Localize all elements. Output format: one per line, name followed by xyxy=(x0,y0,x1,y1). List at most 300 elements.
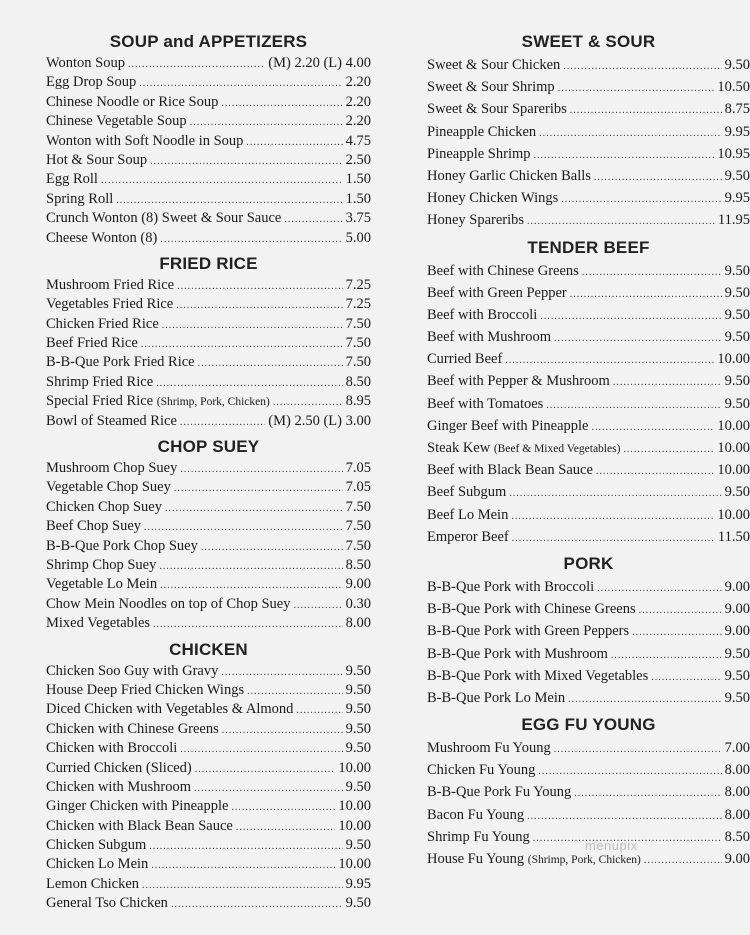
item-name xyxy=(427,348,502,370)
item-name xyxy=(427,437,620,460)
item-price: 8.00 xyxy=(724,806,750,823)
menu-item xyxy=(46,855,371,874)
item-name xyxy=(46,132,243,151)
item-price: 8.00 xyxy=(724,762,750,779)
item-price: 9.50 xyxy=(724,373,750,390)
item-name xyxy=(46,662,218,681)
item-name-text: Wonton Soup xyxy=(46,55,125,71)
item-price: 9.50 xyxy=(724,284,750,301)
item-name xyxy=(427,804,524,826)
item-name-text: Hot & Sour Soup xyxy=(46,151,148,168)
item-name-text: Beef Subgum xyxy=(427,484,507,501)
item-price: 8.50 xyxy=(345,556,371,573)
item-name-text: Chinese Noodle or Rice Soup xyxy=(46,93,219,110)
menu-item xyxy=(46,353,371,372)
item-price: 1.50 xyxy=(345,171,371,188)
menu-item xyxy=(46,556,371,575)
item-name xyxy=(46,817,233,836)
item-name-text: Chicken with Black Bean Sauce xyxy=(46,817,233,834)
item-name xyxy=(46,315,159,334)
section-title: CHICKEN xyxy=(169,639,248,659)
item-price: 9.50 xyxy=(724,167,750,184)
leader-dots xyxy=(177,276,343,296)
menu-item xyxy=(46,73,371,92)
item-note: (Shrimp, Pork, Chicken) xyxy=(156,396,270,409)
item-price: 10.95 xyxy=(717,145,750,162)
menu-item xyxy=(46,739,371,758)
item-price: 5.00 xyxy=(345,229,371,246)
menu-section-fried-rice xyxy=(46,252,371,431)
item-name xyxy=(46,720,219,739)
leader-dots xyxy=(538,759,721,783)
menu-item xyxy=(46,54,371,73)
item-name xyxy=(427,304,537,326)
leader-dots xyxy=(296,700,342,720)
leader-dots xyxy=(554,737,722,761)
item-name xyxy=(46,894,168,913)
item-name-text: Chow Mein Noodles on top of Chop Suey xyxy=(46,595,291,612)
item-price: 11.50 xyxy=(717,528,750,545)
menu-item xyxy=(46,595,371,614)
leader-dots xyxy=(247,681,343,701)
menu-item xyxy=(46,517,371,536)
menu-section-chicken xyxy=(46,638,371,914)
item-name-text: Egg Roll xyxy=(46,171,98,188)
item-name xyxy=(46,537,198,556)
item-price: 9.00 xyxy=(345,576,371,593)
item-price: 9.50 xyxy=(724,395,750,412)
item-name xyxy=(427,76,555,98)
item-name xyxy=(46,855,148,874)
leader-dots xyxy=(139,73,342,93)
item-price: 7.50 xyxy=(345,315,371,332)
item-name xyxy=(46,797,228,816)
item-name-text: Lemon Chicken xyxy=(46,875,140,892)
leader-dots xyxy=(511,504,714,528)
item-name-text: Honey Garlic Chicken Balls xyxy=(427,167,591,184)
menu-item xyxy=(427,415,750,437)
leader-dots xyxy=(236,817,336,837)
menu-item xyxy=(46,537,371,556)
menu-item xyxy=(46,93,371,112)
item-name xyxy=(46,93,218,112)
leader-dots xyxy=(116,190,342,210)
item-name-text: Vegetable Chop Suey xyxy=(46,479,171,496)
leader-dots xyxy=(194,778,343,798)
menu-item xyxy=(427,326,750,348)
item-name xyxy=(427,370,610,392)
leader-dots xyxy=(293,595,342,615)
item-name xyxy=(46,459,177,478)
item-name xyxy=(46,209,281,228)
item-price: 9.95 xyxy=(724,123,750,140)
item-name xyxy=(46,112,187,131)
item-price: 9.50 xyxy=(345,778,371,795)
menu-section-soup-and-appetizers xyxy=(46,30,371,248)
item-name-text: Shrimp Fu Young xyxy=(427,828,530,845)
menu-item xyxy=(427,481,750,503)
menu-item xyxy=(46,373,371,392)
item-price: 10.00 xyxy=(717,440,750,456)
item-name xyxy=(427,665,648,687)
item-name-text: Beef Lo Mein xyxy=(427,506,509,523)
leader-dots xyxy=(651,665,721,689)
menu-section-chop-suey xyxy=(46,435,371,634)
leader-dots xyxy=(639,598,722,622)
item-note: (Shrimp, Pork, Chicken) xyxy=(527,854,641,866)
menu-section-pork xyxy=(427,552,750,709)
item-name-text: Sweet & Sour Chicken xyxy=(427,57,561,73)
leader-dots xyxy=(231,797,335,817)
item-price: 9.50 xyxy=(724,329,750,346)
section-title: SOUP and APPETIZERS xyxy=(109,32,308,51)
menu-section-tender-beef xyxy=(427,236,750,548)
item-name-text: Mushroom Chop Suey xyxy=(46,460,178,477)
menu-item xyxy=(46,459,371,478)
menu-item xyxy=(46,614,371,633)
item-name-text: Vegetable Lo Mein xyxy=(46,576,158,593)
item-name-text: Pineapple Shrimp xyxy=(427,145,531,162)
item-name-text: House Fu Young xyxy=(427,851,525,867)
leader-dots xyxy=(171,894,343,914)
item-name-text: Mixed Vegetables xyxy=(46,615,151,632)
item-name xyxy=(46,681,244,700)
item-name-text: Beef with Broccoli xyxy=(427,306,538,323)
menu-item xyxy=(427,737,750,759)
menu-item xyxy=(427,282,750,304)
item-price: 10.00 xyxy=(717,351,750,368)
item-name-text: Sweet & Sour Shrimp xyxy=(427,79,555,96)
leader-dots xyxy=(505,348,714,372)
leader-dots xyxy=(539,121,721,145)
menu-item xyxy=(46,894,371,913)
menu-item xyxy=(427,393,750,415)
item-name-text: B-B-Que Pork with Green Peppers xyxy=(427,623,630,640)
watermark: menupix xyxy=(585,838,638,853)
leader-dots xyxy=(221,662,342,682)
item-name-text: Honey Chicken Wings xyxy=(427,190,559,207)
leader-dots xyxy=(554,326,722,350)
item-name xyxy=(46,373,153,392)
item-name-text: Chinese Vegetable Soup xyxy=(46,113,187,130)
menu-item xyxy=(427,504,750,526)
item-name xyxy=(427,54,560,76)
item-name-text: General Tso Chicken xyxy=(46,895,168,912)
item-name-text: Beef with Black Bean Sauce xyxy=(427,462,593,479)
item-price: 7.25 xyxy=(345,276,371,293)
leader-dots xyxy=(591,415,714,439)
leader-dots xyxy=(150,151,343,171)
leader-dots xyxy=(180,459,342,479)
item-note: (Beef & Mixed Vegetables) xyxy=(493,443,621,455)
item-price: 7.00 xyxy=(724,740,750,757)
item-name xyxy=(427,459,593,481)
item-name-text: Curried Beef xyxy=(427,351,503,368)
item-name-text: Chicken Fried Rice xyxy=(46,315,159,332)
item-price: 7.05 xyxy=(345,460,371,477)
leader-dots xyxy=(153,614,343,634)
item-price: 8.95 xyxy=(345,393,371,410)
item-name-text: Spring Roll xyxy=(46,190,114,207)
item-name xyxy=(46,556,156,575)
item-price: 7.05 xyxy=(345,479,371,496)
item-name xyxy=(427,165,591,187)
leader-dots xyxy=(165,498,343,518)
menu-item xyxy=(46,132,371,151)
leader-dots xyxy=(284,209,342,229)
menu-item xyxy=(46,151,371,170)
item-price: 2.50 xyxy=(345,151,371,168)
item-name xyxy=(427,620,629,642)
item-name-text: Pineapple Chicken xyxy=(427,123,537,140)
section-title: FRIED RICE xyxy=(159,253,258,273)
item-name xyxy=(46,614,150,633)
menu-item xyxy=(427,526,750,548)
item-price: 8.00 xyxy=(724,784,750,801)
item-name xyxy=(427,260,579,282)
item-price: 9.50 xyxy=(345,720,371,737)
item-name-text: Chicken Subgum xyxy=(46,837,147,854)
leader-dots xyxy=(101,170,343,190)
item-name-text: Chicken with Mushroom xyxy=(46,778,191,795)
item-price: 9.50 xyxy=(345,701,371,718)
menu-item xyxy=(46,681,371,700)
item-price: 9.00 xyxy=(724,623,750,640)
leader-dots xyxy=(613,370,722,394)
item-name-text: Steak Kew xyxy=(427,440,491,456)
menu-item xyxy=(427,165,750,187)
leader-dots xyxy=(162,315,343,335)
item-name xyxy=(46,229,157,248)
item-price: 1.50 xyxy=(345,190,371,207)
item-name xyxy=(427,121,536,143)
item-name-text: Beef with Chinese Greens xyxy=(427,262,579,279)
item-name-text: B-B-Que Pork with Broccoli xyxy=(427,578,595,595)
item-price: 7.50 xyxy=(345,537,371,554)
menu-item xyxy=(46,759,371,778)
menu-section-sweet-sour xyxy=(427,30,750,232)
item-price: 2.20 xyxy=(345,93,371,110)
item-name-text: Chicken Soo Guy with Gravy xyxy=(46,662,219,679)
leader-dots xyxy=(273,392,343,412)
item-price: 9.50 xyxy=(724,57,750,73)
item-name-text: B-B-Que Pork with Mushroom xyxy=(427,645,608,662)
menu-item xyxy=(46,190,371,209)
item-price: 9.95 xyxy=(724,190,750,207)
menu-item xyxy=(46,797,371,816)
item-name-text: Beef Chop Suey xyxy=(46,518,142,535)
leader-dots xyxy=(151,855,335,875)
section-title: EGG FU YOUNG xyxy=(521,715,656,735)
item-name xyxy=(46,498,162,517)
item-name xyxy=(427,209,524,231)
item-name xyxy=(46,392,270,412)
item-price: 7.50 xyxy=(345,498,371,515)
item-name-text: Chicken Lo Mein xyxy=(46,856,149,873)
item-price: 8.50 xyxy=(345,373,371,390)
menu-item xyxy=(46,478,371,497)
leader-dots xyxy=(623,437,714,461)
menu-item xyxy=(427,98,750,120)
leader-dots xyxy=(574,781,721,805)
item-name xyxy=(46,276,174,295)
item-name xyxy=(427,282,567,304)
leader-dots xyxy=(509,481,721,505)
menu-item xyxy=(427,665,750,687)
menu-item xyxy=(427,620,750,642)
item-name xyxy=(427,415,588,437)
menu-item xyxy=(46,229,371,248)
item-price: 9.00 xyxy=(724,851,750,867)
menu-item xyxy=(46,575,371,594)
item-price: 7.50 xyxy=(345,335,371,352)
item-name-text: Chicken with Broccoli xyxy=(46,740,178,757)
menu-item xyxy=(427,598,750,620)
item-price: 8.75 xyxy=(724,101,750,118)
item-name-text: Special Fried Rice xyxy=(46,393,154,410)
item-name-text: Ginger Beef with Pineapple xyxy=(427,417,589,434)
item-name-text: Chicken Chop Suey xyxy=(46,498,162,515)
item-name-text: B-B-Que Pork Lo Mein xyxy=(427,689,566,706)
item-name-text: Egg Drop Soup xyxy=(46,74,137,91)
item-name xyxy=(46,759,192,778)
item-name-text: Shrimp Fried Rice xyxy=(46,373,154,390)
item-name xyxy=(46,700,293,719)
menu-item xyxy=(46,662,371,681)
leader-dots xyxy=(594,165,722,189)
item-name-text: Honey Spareribs xyxy=(427,212,525,229)
menu-item xyxy=(46,170,371,189)
item-name xyxy=(46,190,113,209)
item-price: 9.00 xyxy=(724,601,750,618)
item-name xyxy=(427,481,506,503)
menu-item xyxy=(46,875,371,894)
item-name-text: B-B-Que Pork with Chinese Greens xyxy=(427,601,636,618)
item-name xyxy=(427,687,565,709)
item-name xyxy=(427,526,509,548)
item-name-text: Mushroom Fu Young xyxy=(427,740,551,757)
leader-dots xyxy=(632,620,721,644)
item-name-text: B-B-Que Pork Chop Suey xyxy=(46,537,198,554)
menu-item xyxy=(427,576,750,598)
item-price: 11.95 xyxy=(717,212,750,229)
item-name xyxy=(427,737,551,759)
item-name-text: Curried Chicken (Sliced) xyxy=(46,759,192,776)
item-name-text: Shrimp Chop Suey xyxy=(46,556,157,573)
item-name-text: Ginger Chicken with Pineapple xyxy=(46,798,229,815)
item-price: 9.50 xyxy=(724,262,750,279)
item-price: 9.50 xyxy=(724,689,750,706)
item-name xyxy=(46,517,141,536)
leader-dots xyxy=(221,93,342,113)
menu-item xyxy=(46,836,371,855)
item-name-text: Emperor Beef xyxy=(427,528,509,545)
item-name xyxy=(46,739,177,758)
item-name xyxy=(427,781,571,803)
item-price: 9.50 xyxy=(724,667,750,684)
item-name-text: B-B-Que Pork with Mixed Vegetables xyxy=(427,667,649,684)
leader-dots xyxy=(160,575,342,595)
leader-dots xyxy=(159,556,342,576)
menu-column-left xyxy=(46,30,371,918)
item-price: 10.00 xyxy=(338,817,371,834)
item-name xyxy=(46,334,138,353)
leader-dots xyxy=(195,759,336,779)
item-name-text: Cheese Wonton (8) xyxy=(46,229,158,246)
item-name-text: Beef with Green Pepper xyxy=(427,284,567,301)
item-name-text: Beef with Pepper & Mushroom xyxy=(427,373,610,390)
menu-item xyxy=(427,187,750,209)
leader-dots xyxy=(512,526,715,550)
item-price: 4.75 xyxy=(345,132,371,149)
item-price: 8.00 xyxy=(345,615,371,632)
item-name-text: Diced Chicken with Vegetables & Almond xyxy=(46,701,294,718)
leader-dots xyxy=(180,739,342,759)
item-name xyxy=(46,170,98,189)
item-name xyxy=(46,54,125,73)
item-price: 10.00 xyxy=(338,856,371,873)
item-name-text: House Deep Fried Chicken Wings xyxy=(46,681,245,698)
item-price: 9.00 xyxy=(724,578,750,595)
leader-dots xyxy=(597,576,721,600)
leader-dots xyxy=(156,373,342,393)
item-name xyxy=(427,826,530,848)
menu-item xyxy=(427,54,750,76)
item-name xyxy=(427,598,636,620)
leader-dots xyxy=(561,187,721,211)
item-price: 10.00 xyxy=(717,417,750,434)
item-name xyxy=(46,151,147,170)
leader-dots xyxy=(568,687,721,711)
item-name xyxy=(427,187,558,209)
menu-item xyxy=(427,304,750,326)
menu-item xyxy=(427,687,750,709)
leader-dots xyxy=(527,804,722,828)
item-name-text: Crunch Wonton (8) Sweet & Sour Sauce xyxy=(46,210,282,227)
item-price: 10.00 xyxy=(717,462,750,479)
item-price: (M) 2.50 (L) 3.00 xyxy=(268,412,371,429)
item-name xyxy=(46,478,171,497)
item-name xyxy=(46,353,195,372)
menu-item xyxy=(46,412,371,431)
item-name-text: Beef Fried Rice xyxy=(46,335,138,352)
leader-dots xyxy=(570,98,722,122)
menu-item xyxy=(46,295,371,314)
item-name-text: Mushroom Fried Rice xyxy=(46,276,175,293)
item-name xyxy=(427,759,535,781)
item-name xyxy=(46,412,177,431)
item-price: 10.00 xyxy=(717,506,750,523)
leader-dots xyxy=(142,875,343,895)
leader-dots xyxy=(144,517,343,537)
menu-item xyxy=(46,315,371,334)
menu-item xyxy=(46,817,371,836)
item-name xyxy=(46,73,136,92)
item-price: 10.50 xyxy=(717,79,750,96)
item-name-text: Bacon Fu Young xyxy=(427,806,525,823)
menu-item xyxy=(427,121,750,143)
item-name xyxy=(427,98,567,120)
menu-item xyxy=(46,334,371,353)
leader-dots xyxy=(222,720,343,740)
menu-item xyxy=(427,759,750,781)
menu-item xyxy=(46,778,371,797)
leader-dots xyxy=(198,353,343,373)
item-price: 7.50 xyxy=(345,354,371,371)
leader-dots xyxy=(611,643,722,667)
leader-dots xyxy=(596,459,714,483)
item-name xyxy=(46,595,290,614)
